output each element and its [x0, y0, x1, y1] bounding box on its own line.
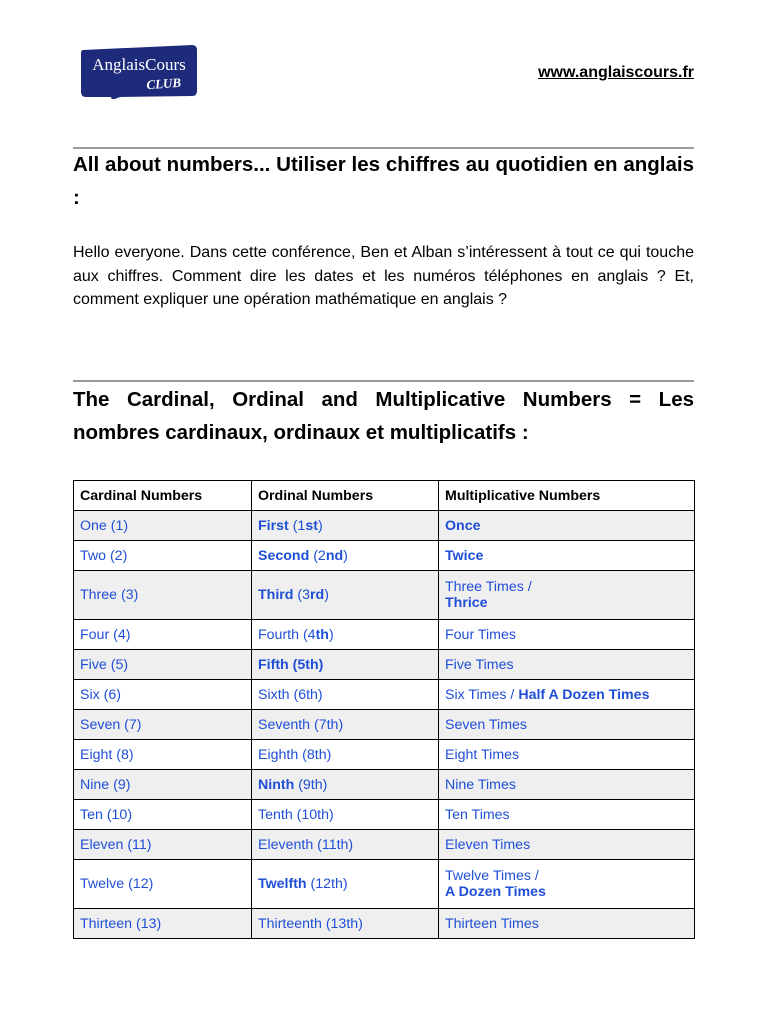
- header-cardinal: Cardinal Numbers: [74, 481, 252, 511]
- cardinal-cell: Two (2): [74, 541, 252, 571]
- cell-text-part: Three Times /: [445, 579, 532, 595]
- section-title-numbers: All about numbers... Utiliser les chiffres au quotidien en anglais :: [73, 153, 694, 209]
- multiplicative-cell: [439, 680, 695, 710]
- cell-text-part: Eleventh (11th): [258, 836, 354, 853]
- cardinal-cell: Nine (9): [74, 770, 252, 800]
- multiplicative-cell: [439, 650, 695, 680]
- table-row: [74, 680, 695, 710]
- cell-text-part: Eighth (8th): [258, 746, 332, 763]
- ordinal-cell: [252, 909, 439, 939]
- cell-text-part: Thrice: [445, 595, 488, 611]
- multiplicative-cell: [439, 571, 695, 620]
- site-url-link[interactable]: www.anglaiscours.fr: [538, 64, 694, 81]
- cell-text-part: Thirteenth (13th): [258, 915, 363, 932]
- cell-text-part: nd: [325, 547, 344, 564]
- cell-text-part: Ten Times: [445, 806, 510, 823]
- ordinal-cell: [252, 620, 439, 650]
- multiplicative-cell: [439, 830, 695, 860]
- multiplicative-cell: [439, 740, 695, 770]
- cell-text-part: (1: [288, 517, 306, 534]
- cell-text-part: ): [343, 547, 348, 564]
- ordinal-cell: [252, 740, 439, 770]
- table-row: [74, 830, 695, 860]
- cell-text-part: Eleven Times: [445, 836, 531, 853]
- cell-text-part: st: [305, 517, 318, 534]
- cell-text-part: (3: [293, 587, 311, 603]
- cell-text-part: Half A Dozen Times: [518, 686, 650, 703]
- table-row: [74, 511, 695, 541]
- cell-text-part: Third: [258, 587, 294, 603]
- cell-text-part: Twelfth: [258, 876, 307, 892]
- cell-text-part: ): [328, 626, 334, 643]
- table-row: [74, 800, 695, 830]
- cell-text-part: Five Times: [445, 656, 514, 673]
- cell-text-part: A Dozen Times: [445, 884, 546, 900]
- cardinal-cell: Seven (7): [74, 710, 252, 740]
- cardinal-cell: Four (4): [74, 620, 252, 650]
- cell-text-part: ): [317, 517, 323, 534]
- cell-text-part: First: [258, 517, 289, 534]
- ordinal-cell: [252, 770, 439, 800]
- anglaiscours-club-logo: [80, 44, 198, 99]
- cell-text-part: (12th): [306, 876, 348, 892]
- cell-text-part: Twice: [445, 547, 484, 564]
- logo-text-top: AnglaisCours: [92, 55, 186, 74]
- cell-text-part: Thirteen Times: [445, 915, 539, 932]
- cell-text-part: Four Times: [445, 626, 516, 643]
- table-body: [74, 511, 695, 939]
- table-row: [74, 650, 695, 680]
- cell-text-part: Twelve Times /: [445, 868, 539, 884]
- ordinal-cell: [252, 800, 439, 830]
- table-row: [74, 740, 695, 770]
- cell-text-part: Six Times /: [445, 686, 519, 703]
- ordinal-cell: [252, 511, 439, 541]
- multiplicative-cell: [439, 860, 695, 909]
- cell-text-part: Ninth: [258, 776, 295, 793]
- table-row: [74, 710, 695, 740]
- cell-text-part: Nine Times: [445, 776, 516, 793]
- cell-text-part: Second: [258, 547, 310, 564]
- multiplicative-cell: [439, 800, 695, 830]
- cardinal-cell: Thirteen (13): [74, 909, 252, 939]
- table-row: [74, 909, 695, 939]
- cardinal-cell: One (1): [74, 511, 252, 541]
- cell-text-part: Once: [445, 517, 481, 534]
- cell-text-part: Fifth (5th): [258, 656, 324, 673]
- cell-text-part: rd: [310, 587, 325, 603]
- multiplicative-cell: [439, 710, 695, 740]
- ordinal-cell: [252, 650, 439, 680]
- ordinal-cell: [252, 571, 439, 620]
- multiplicative-cell: [439, 620, 695, 650]
- logo-text-bottom: CLUB: [145, 74, 182, 93]
- table-row: [74, 541, 695, 571]
- table-row: [74, 860, 695, 909]
- cell-text-part: (2: [309, 547, 326, 564]
- multiplicative-cell: [439, 770, 695, 800]
- cardinal-cell: Three (3): [74, 571, 252, 620]
- numbers-table: [73, 480, 695, 939]
- ordinal-cell: [252, 830, 439, 860]
- cell-text-part: Tenth (10th): [258, 806, 334, 823]
- table-row: [74, 571, 695, 620]
- cardinal-cell: Eleven (11): [74, 830, 252, 860]
- cell-text-part: Fourth (4: [258, 626, 316, 643]
- table-row: [74, 620, 695, 650]
- intro-paragraph: Hello everyone. Dans cette conférence, Ben et Alban s’intéressent à tout ce qui touche aux chiffres. Comment dire les dates et les numéros téléphones en anglais ? Et, comment expliquer une opération mathématique en anglais ?: [73, 244, 694, 308]
- cell-text-part: Seven Times: [445, 716, 528, 733]
- table-header-row: [74, 481, 695, 511]
- table-row: [74, 770, 695, 800]
- cardinal-cell: Twelve (12): [74, 860, 252, 909]
- multiplicative-cell: [439, 511, 695, 541]
- cardinal-cell: Five (5): [74, 650, 252, 680]
- logo-badge: [80, 44, 198, 99]
- cell-text-part: Seventh (7th): [258, 716, 344, 733]
- cell-text-part: (9th): [294, 776, 328, 793]
- cardinal-cell: Six (6): [74, 680, 252, 710]
- multiplicative-cell: [439, 909, 695, 939]
- ordinal-cell: [252, 860, 439, 909]
- ordinal-cell: [252, 541, 439, 571]
- divider-middle: [73, 380, 694, 382]
- multiplicative-cell: [439, 541, 695, 571]
- ordinal-cell: [252, 680, 439, 710]
- cell-text-part: Sixth (6th): [258, 686, 323, 703]
- cardinal-cell: Eight (8): [74, 740, 252, 770]
- header-ordinal: Ordinal Numbers: [252, 481, 439, 511]
- cell-text-part: ): [324, 587, 329, 603]
- cardinal-cell: Ten (10): [74, 800, 252, 830]
- ordinal-cell: [252, 710, 439, 740]
- header-multiplicative: Multiplicative Numbers: [439, 481, 695, 511]
- cell-text-part: th: [315, 626, 329, 643]
- cell-text-part: Eight Times: [445, 746, 520, 763]
- section-title-cardinal-ordinal: The Cardinal, Ordinal and Multiplicative Numbers = Les nombres cardinaux, ordinaux et multiplicatifs :: [73, 388, 694, 444]
